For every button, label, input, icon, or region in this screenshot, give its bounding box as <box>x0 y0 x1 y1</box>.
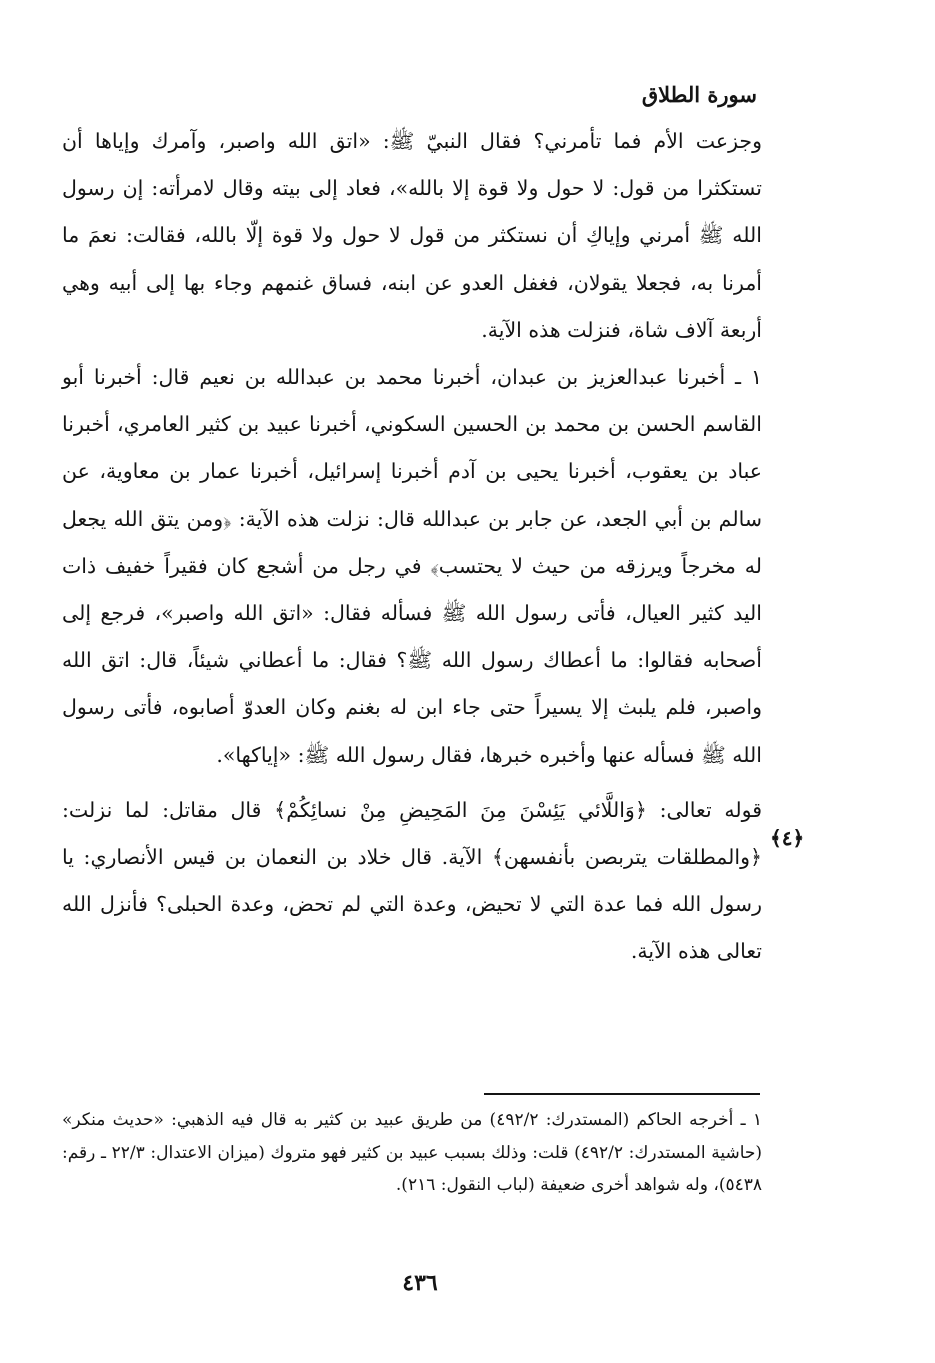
page-number: ٤٣٦ <box>402 1270 438 1296</box>
main-text <box>62 118 762 976</box>
verse-number-marker: ﴿٤﴾ <box>770 826 805 850</box>
footnote-1: ١ ـ أخرجه الحاكم (المستدرك: ٤٩٢/٢) من طريق عبيد بن كثير به قال فيه الذهبي: «حديث منكر» (حاشية المستدرك: ٤٩٢/٢) قلت: وذلك بسبب عبيد بن كثير فهو متروك (ميزان الاعتدال: ٢٢/٣ ـ رقم: ٥٤٣٨)، وله شواهد أخرى ضعيفة (لباب النقول: ٢١٦). <box>62 1110 763 1195</box>
footnote-divider <box>484 1093 760 1095</box>
paragraph-hadith-1: ١ ـ أخبرنا عبدالعزيز بن عبدان، أخبرنا محمد بن عبدالله بن نعيم قال: أخبرنا أبو القاسم الحسن بن محمد بن الحسين السكوني، أخبرنا عبيد بن كثير العامري، أخبرنا عباد بن يعقوب، أخبرنا يحيى بن آدم أخبرنا إسرائيل، أخبرنا عمار بن معاوية، عن سالم بن أبي الجعد، عن جابر بن عبدالله قال: نزلت هذه الآية: ﴿ومن يتق الله يجعل له مخرجاً ويرزقه من حيث لا يحتسب﴾ في رجل من أشجع كان فقيراً خفيف ذات اليد كثير العيال، فأتى رسول الله ﷺ فسأله فقال: «اتق الله واصبر»، فرجع إلى أصحابه فقالوا: ما أعطاك رسول الله ﷺ؟ فقال: ما أعطاني شيئاً، قال: اتق الله واصبر، فلم يلبث إلا يسيراً حتى جاء ابن له بغنم وكان العدوّ أصابوه، فأتى رسول الله ﷺ فسأله عنها وأخبره خبرها، فقال رسول الله ﷺ: «إياكها». <box>62 365 762 767</box>
paragraph-verse-4: قوله تعالى: ﴿وَاللَّائي يَئِسْنَ مِنَ المَحِيضِ مِنْ نسائِكُمْ﴾ قال مقاتل: لما نزلت: ﴿والمطلقات يتربصن بأنفسهن﴾ الآية. قال خلاد بن النعمان بن قيس الأنصاري: يا رسول الله فما عدة التي لا تحيض، وعدة التي لم تحض، وعدة الحبلى؟ فأنزل الله تعالى هذه الآية. <box>62 797 762 964</box>
running-title: سورة الطلاق <box>641 82 757 107</box>
paragraph-narration: وجزعت الأم فما تأمرني؟ فقال النبيّ ﷺ: «اتق الله واصبر، وآمرك وإياها أن تستكثرا من قول: لا حول ولا قوة إلا بالله»، فعاد إلى بيته وقال لامرأته: إن رسول الله ﷺ أمرني وإياكِ أن نستكثر من قول لا حول ولا قوة إلّا بالله، فقالت: نعمَ ما أمرنا به، فجعلا يقولان، فغفل العدو عن ابنه، فساق غنمهم وجاء بها إلى أبيه وهي أربعة آلاف شاة، فنزلت هذه الآية. <box>62 129 762 342</box>
